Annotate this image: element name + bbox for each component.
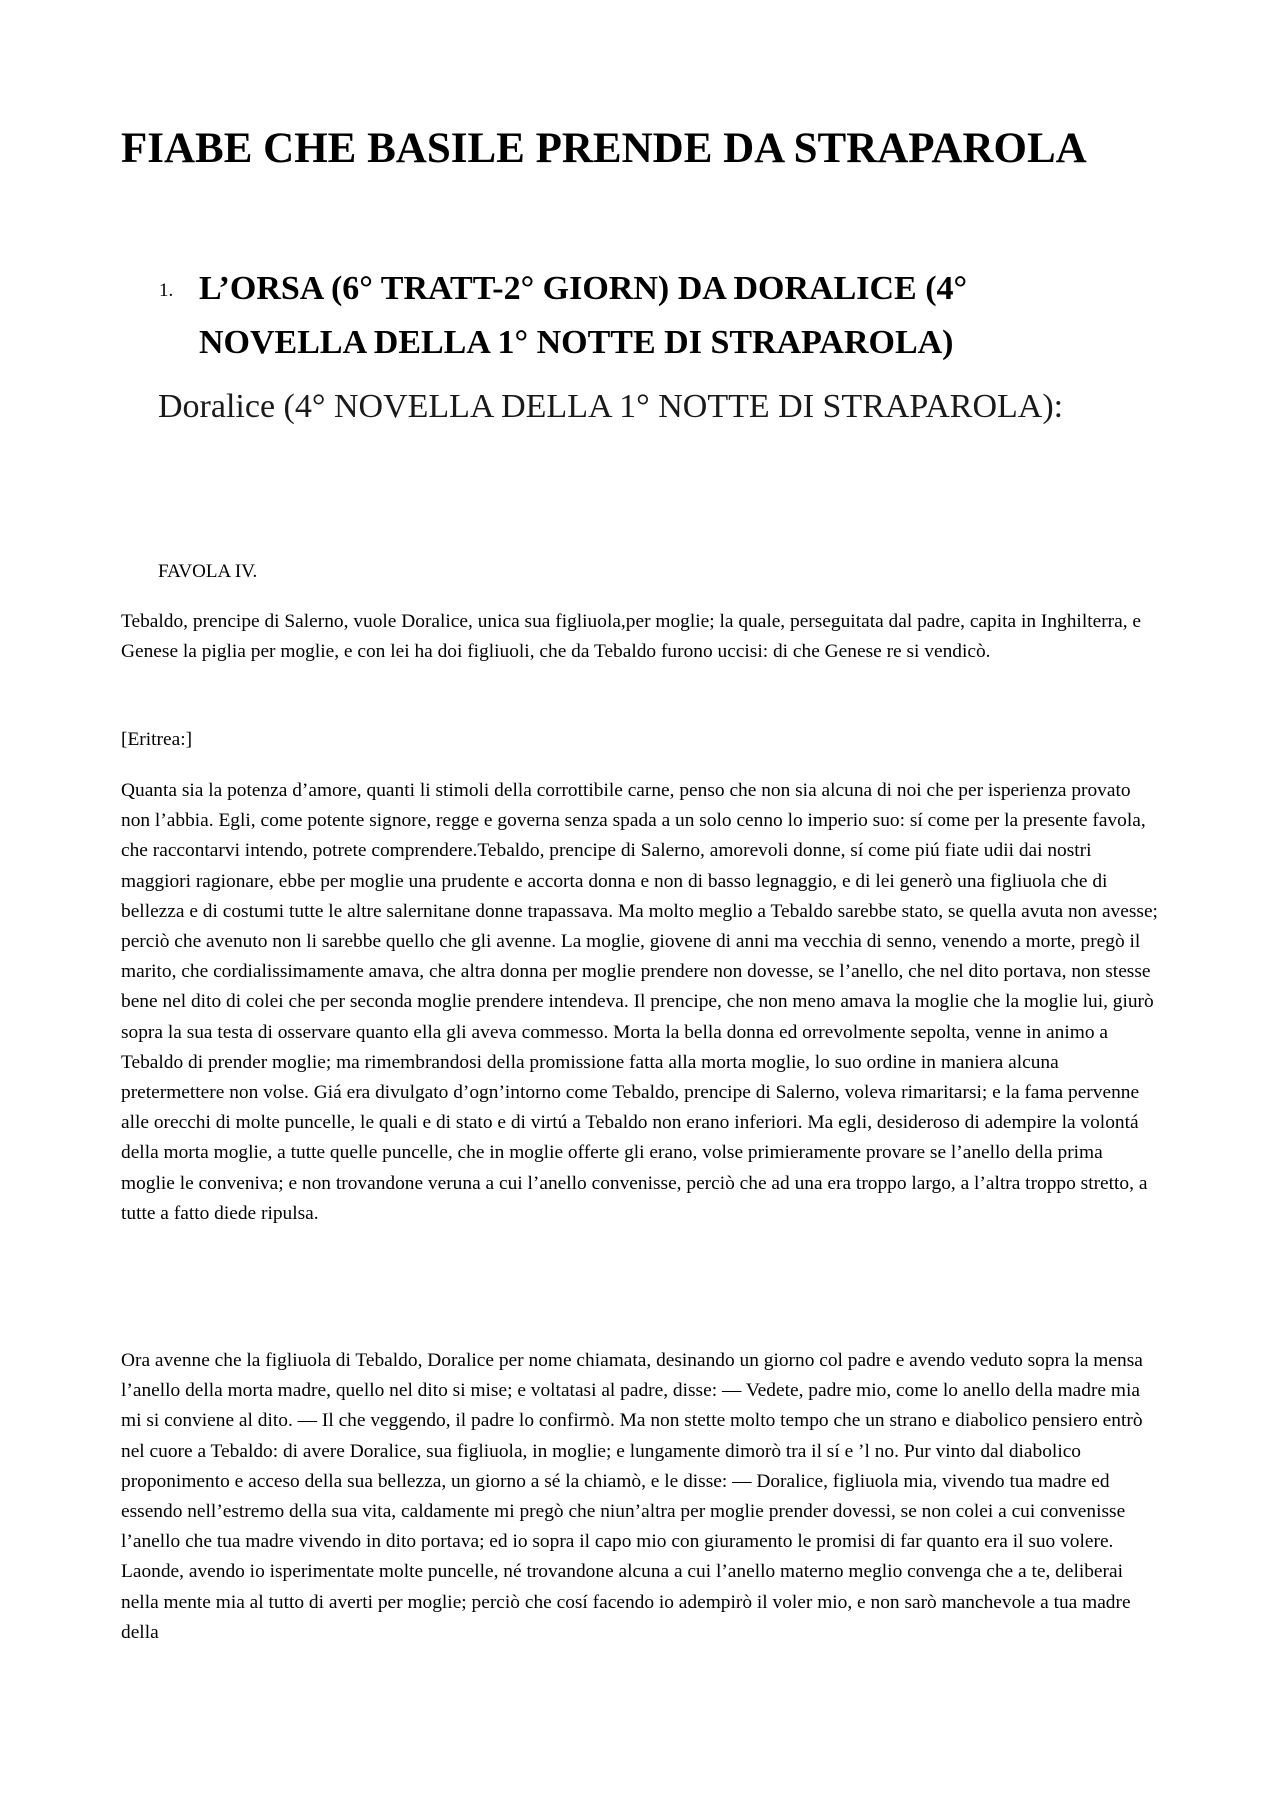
list-item-number: 1. — [159, 280, 174, 301]
document-title: FIABE CHE BASILE PRENDE DA STRAPAROLA — [121, 125, 1087, 172]
list-item-heading: L’ORSA (6° TRATT-2° GIORN) DA DORALICE (4° NOVELLA DELLA 1° NOTTE DI STRAPAROLA) — [199, 270, 968, 361]
body-paragraph-1: Quanta sia la potenza d’amore, quanti li stimoli della corrottibile carne, penso che non sia alcuna di noi che per isperienza provato non l’abbia. Egli, come potente signore, regge e governa senza spada a un solo cenno lo imperio suo: sí come per la presente favola, che raccontarvi intendo, potrete comprendere.Tebaldo, prencipe di Salerno, amorevoli donne, sí come piú fiate udii dai nostri maggiori ragionare, ebbe per moglie una prudente e accorta donna e non di basso legnaggio, e di lei generò una figliuola che di bellezza e di costumi tutte le altre salernitane donne trapassava. Ma molto meglio a Tebaldo sarebbe stato, se quella avuta non avesse; perciò che avenuto non li sarebbe quello che gli avenne. La moglie, giovene di anni ma vecchia di senno, venendo a morte, pregò il marito, che cordialissimamente amava, che altra donna per moglie prendere non dovesse, se l’anello, che nel dito portava, non stesse bene nel dito di colei che per seconda moglie prendere intendeva. Il prencipe, che non meno amava la moglie che la moglie lui, giurò sopra la sua testa di osservare quanto ella gli aveva commesso. Morta la bella donna ed orrevolmente sepolta, venne in animo a Tebaldo di prender moglie; ma rimembrandosi della promissione fatta alla morta moglie, lo suo ordine in maniera alcuna pretermettere non volse. Giá era divulgato d’ogn’intorno come Tebaldo, prencipe di Salerno, voleva rimaritarsi; e la fama pervenne alle orecchi di molte puncelle, le quali e di stato e di virtú a Tebaldo non erano inferiori. Ma egli, desideroso di adempire la volontá della morta moglie, a tutte quelle puncelle, che in moglie offerte gli erano, volse primieramente provare se l’anello della prima moglie le conveniva; e non trovandone veruna a cui l’anello convenisse, perciò che ad una era troppo largo, a l’altra troppo stretto, a tutte a fatto diede ripulsa. — [121, 780, 1158, 1224]
narrator-label: [Eritrea:] — [121, 729, 193, 750]
favola-label: FAVOLA IV. — [158, 561, 258, 582]
section-subheading: Doralice (4° NOVELLA DELLA 1° NOTTE DI STRAPAROLA): — [158, 388, 1064, 425]
summary-paragraph: Tebaldo, prencipe di Salerno, vuole Doralice, unica sua figliuola,per moglie; la quale, perseguitata dal padre, capita in Inghilterra, e Genese la piglia per moglie, e con lei ha doi figliuoli, che da Tebaldo furono uccisi: di che Genese re si vendicò. — [121, 611, 1142, 663]
body-paragraph-2: Ora avenne che la figliuola di Tebaldo, Doralice per nome chiamata, desinando un giorno col padre e avendo veduto sopra la mensa l’anello della morta madre, quello nel dito si mise; e voltatasi al padre, disse: — Vedete, padre mio, come lo anello della madre mia mi si conviene al dito. — Il che veggendo, il padre lo confirmò. Ma non stette molto tempo che un strano e diabolico pensiero entrò nel cuore a Tebaldo: di avere Doralice, sua figliuola, in moglie; e lungamente dimorò tra il sí e ’l no. Pur vinto dal diabolico proponimento e acceso della sua bellezza, un giorno a sé la chiamò, e le disse: — Doralice, figliuola mia, vivendo tua madre ed essendo nell’estremo della sua vita, caldamente mi pregò che niun’altra per moglie prender dovessi, se non colei a cui convenisse l’anello che tua madre vivendo in dito portava; ed io sopra il capo mio con giuramento le promisi di far quanto era il suo volere. Laonde, avendo io isperimentate molte puncelle, né trovandone alcuna a cui l’anello materno meglio convenga che a te, deliberai nella mente mia al tutto di averti per moglie; perciò che cosí facendo io adempirò il voler mio, e non sarò manchevole a tua madre della — [121, 1350, 1143, 1643]
